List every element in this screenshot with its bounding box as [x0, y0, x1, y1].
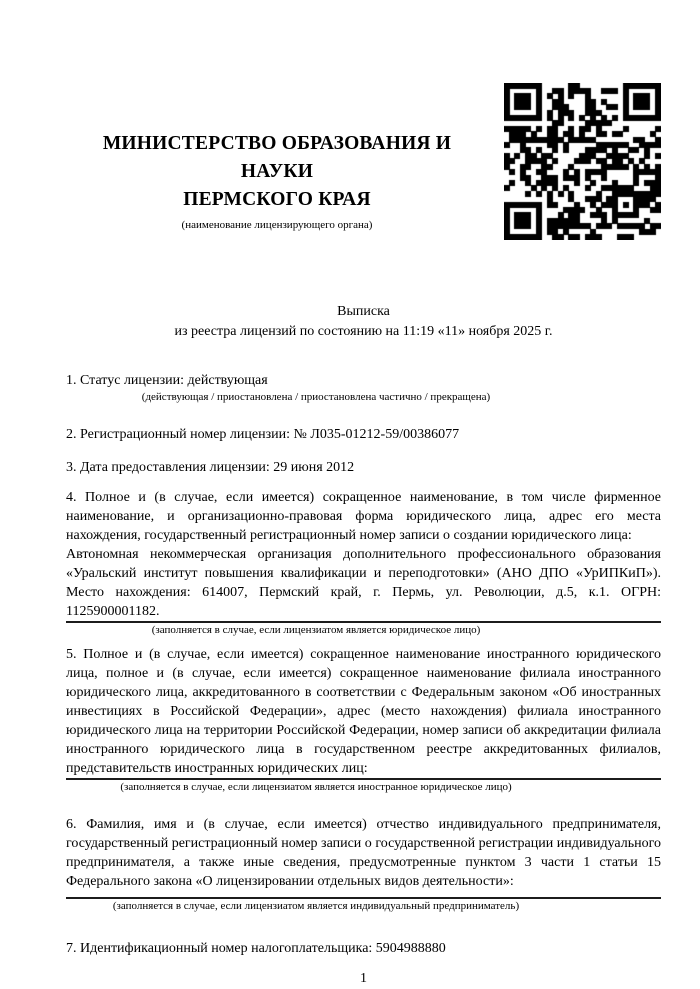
document-subtitle: из реестра лицензий по состоянию на 11:19 «11» ноября 2025 г. [174, 324, 553, 339]
foreign-entity-label: 5. Полное и (в случае, если имеется) сокращенное наименование иностранного юридического лица, полное и (в случае, если имеется) сокращенное наименование филиала иностранного юридического лица, аккредитованного в соответствии с Федеральным законом «Об иностранных инвестициях в Российской Федерации», адрес (место нахождения) филиала иностранного юридического лица на территории Российской Федерации, номер записи об аккредитации филиала иностранного юридического лица в государственном реестре аккредитованных филиалов, представительств иностранных юридических лиц: [66, 647, 661, 776]
document-title-block [66, 302, 661, 342]
field-taxpayer-number [66, 939, 661, 958]
qr-code [504, 83, 661, 240]
page-number: 1 [360, 971, 367, 986]
ministry-name-line2: ПЕРМСКОГО КРАЯ [183, 189, 371, 210]
registration-number-label: 2. Регистрационный номер лицензии: № Л035-01212-59/00386077 [66, 427, 460, 442]
legal-entity-value: Автономная некоммерческая организация дополнительного профессионального образования «Уральский институт повышения квалификации и переподготовки» (АНО ДПО «УрИПКиП»). Место нахождения: 614007, Пермский край, г. Пермь, ул. Революции, д.5, к.1. ОГРН: 1125900001182. [66, 547, 661, 619]
grant-date-label: 3. Дата предоставления лицензии: 29 июня 2012 [66, 460, 355, 475]
document-header [66, 83, 661, 240]
foreign-entity-caption: (заполняется в случае, если лицензиатом является иностранное юридическое лицо) [120, 781, 512, 793]
field-legal-entity [66, 488, 661, 638]
taxpayer-number-label: 7. Идентификационный номер налогоплательщика: 5904988880 [66, 941, 446, 956]
entrepreneur-label: 6. Фамилия, имя и (в случае, если имеется) отчество индивидуального предпринимателя, государственный регистрационный номер записи о государственной регистрации индивидуального предпринимателя, а также иные сведения, предусмотренные пунктом 3 части 1 статьи 15 Федерального закона «О лицензировании отдельных видов деятельности»: [66, 817, 661, 889]
entrepreneur-caption: (заполняется в случае, если лицензиатом является индивидуальный предприниматель) [112, 900, 520, 912]
ministry-name-line1: МИНИСТЕРСТВО ОБРАЗОВАНИЯ И НАУКИ [102, 133, 452, 182]
field-grant-date [66, 458, 661, 477]
legal-entity-caption: (заполняется в случае, если лицензиатом является юридическое лицо) [151, 624, 481, 636]
field-license-status [66, 371, 661, 405]
license-status-label: 1. Статус лицензии: действующая [66, 373, 268, 388]
legal-entity-label: 4. Полное и (в случае, если имеется) сокращенное наименование, в том числе фирменное наименование, и организационно-правовая форма юридического лица, адрес его места нахождения, государственный регистрационный номер записи о создании юридического лица: [66, 490, 661, 543]
field-registration-number [66, 425, 661, 444]
field-individual-entrepreneur [66, 815, 661, 914]
license-status-options-caption: (действующая / приостановлена / приостановлена частично / прекращена) [141, 391, 491, 403]
licensing-authority-caption: (наименование лицензирующего органа) [181, 219, 373, 231]
licensing-authority-block [66, 83, 488, 232]
field-foreign-entity [66, 645, 661, 795]
document-title: Выписка [337, 304, 390, 319]
